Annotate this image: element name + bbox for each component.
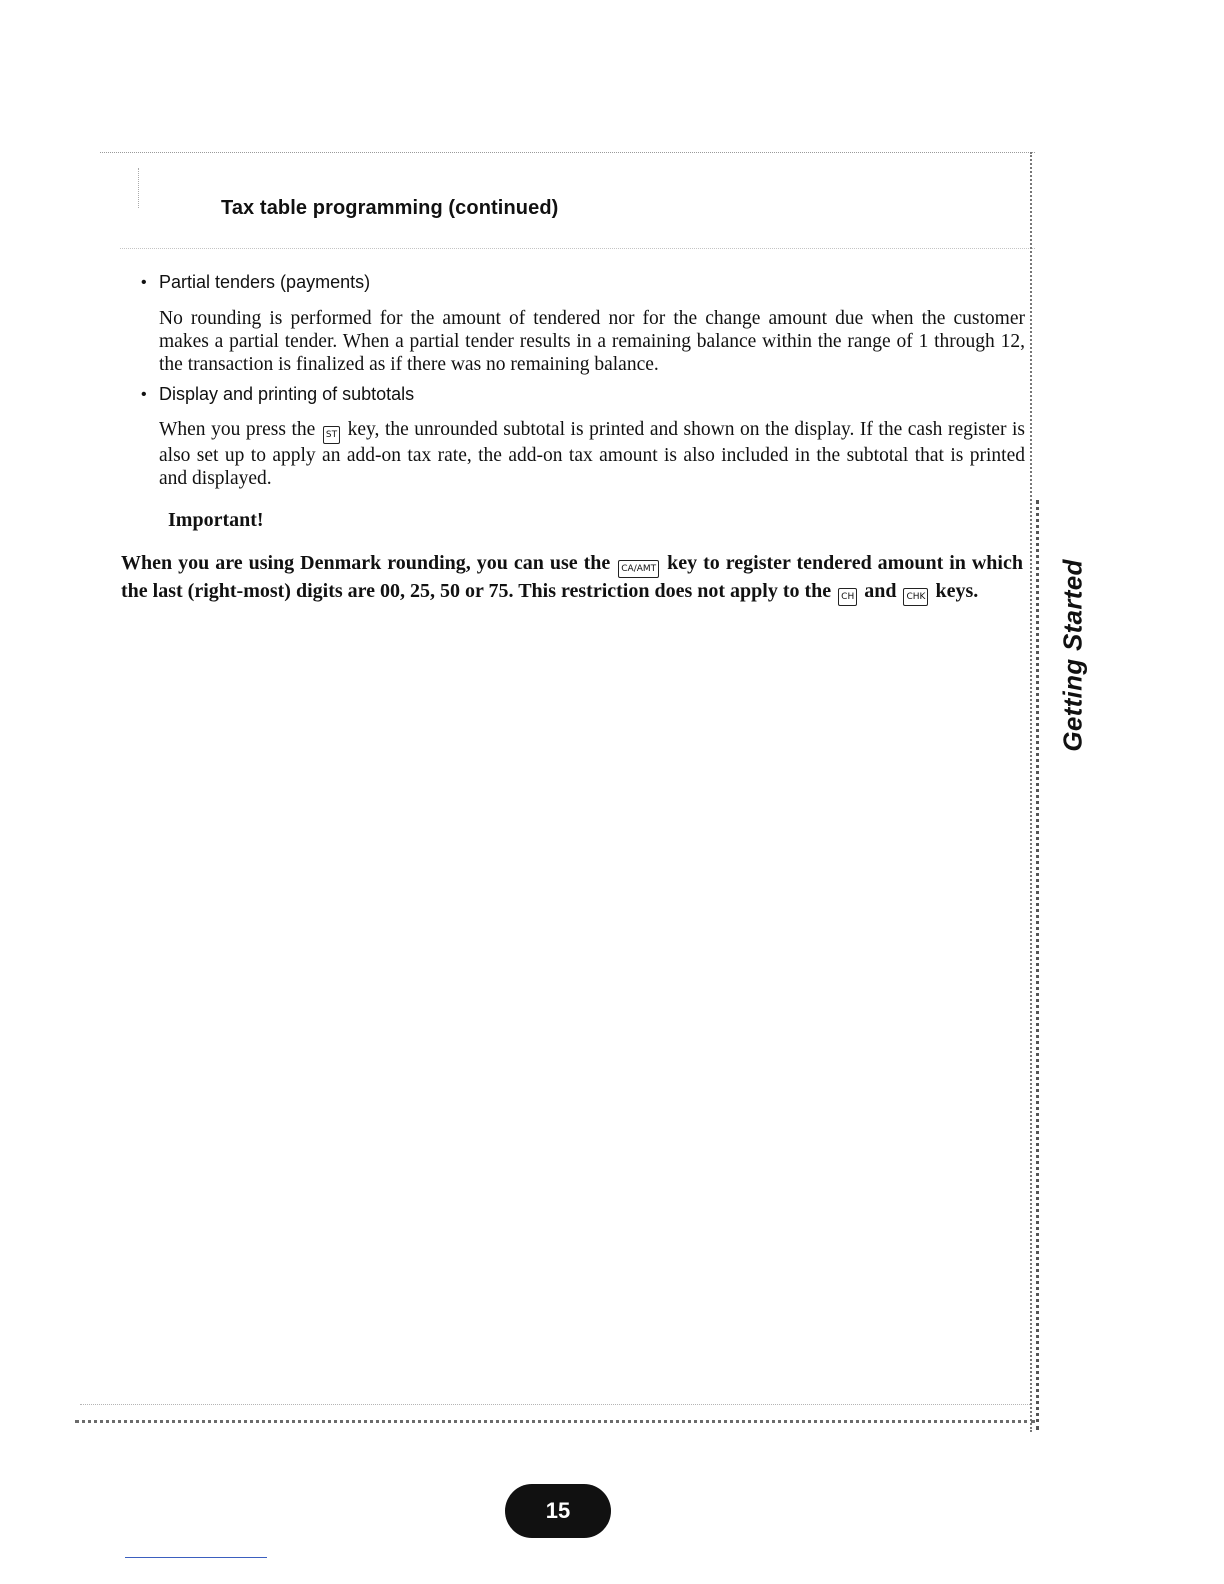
important-text-2: key to register tendered amount in which the last (right-most) digits are 00, 25, 50 or 75. This restriction does not apply to the xyxy=(121,552,1023,602)
page-number-badge xyxy=(505,1484,611,1538)
corner-marks xyxy=(138,168,189,208)
frame-bottom-line xyxy=(75,1420,1035,1423)
important-text-1: When you are using Denmark rounding, you can use the xyxy=(121,552,617,574)
subtotals-text-before-key: When you press the xyxy=(159,419,321,440)
page-number: 15 xyxy=(545,1498,571,1523)
ca-amt-key-icon: CA/AMT xyxy=(618,560,659,578)
item-body-partial-tenders: No rounding is performed for the amount of tendered nor for the change amount due when the customer makes a partial tender. When a partial tender results in a remaining balance within the range of 1 through 12, the transaction is finalized as if there was no remaining balance. xyxy=(159,308,1025,375)
bullet-icon: • xyxy=(141,386,147,403)
important-text-3: and xyxy=(859,580,902,602)
frame-top-line xyxy=(100,152,1035,153)
sidebar-tab-label: Getting Started xyxy=(1057,558,1088,752)
frame-bottom-inner-line xyxy=(80,1404,1030,1405)
subtotal-key-icon: ST xyxy=(323,426,340,444)
important-text-4: keys. xyxy=(930,580,979,602)
frame-right-line xyxy=(1030,152,1032,1432)
frame-right-edge xyxy=(1036,500,1039,1430)
footer-rule xyxy=(125,1557,267,1558)
item-heading-subtotals: Display and printing of subtotals xyxy=(159,384,415,404)
section-title: Tax table programming (continued) xyxy=(221,197,559,219)
item-body-subtotals xyxy=(159,418,1025,490)
item-heading-partial-tenders: Partial tenders (payments) xyxy=(159,272,371,292)
bullet-icon: • xyxy=(141,274,147,291)
frame-divider-line xyxy=(120,248,1035,249)
ch-key-icon: CH xyxy=(838,588,857,606)
important-label: Important! xyxy=(168,509,264,531)
chk-key-icon: CHK xyxy=(903,588,928,606)
subtotals-text-after-key: key, the unrounded subtotal is printed and shown on the display. If the cash register is also set up to apply an add-on tax rate, the add-on tax amount is also included in the subtotal that is printed and displayed. xyxy=(159,419,1025,489)
important-note xyxy=(121,550,1023,606)
sidebar-tab-getting-started xyxy=(1043,560,1103,750)
